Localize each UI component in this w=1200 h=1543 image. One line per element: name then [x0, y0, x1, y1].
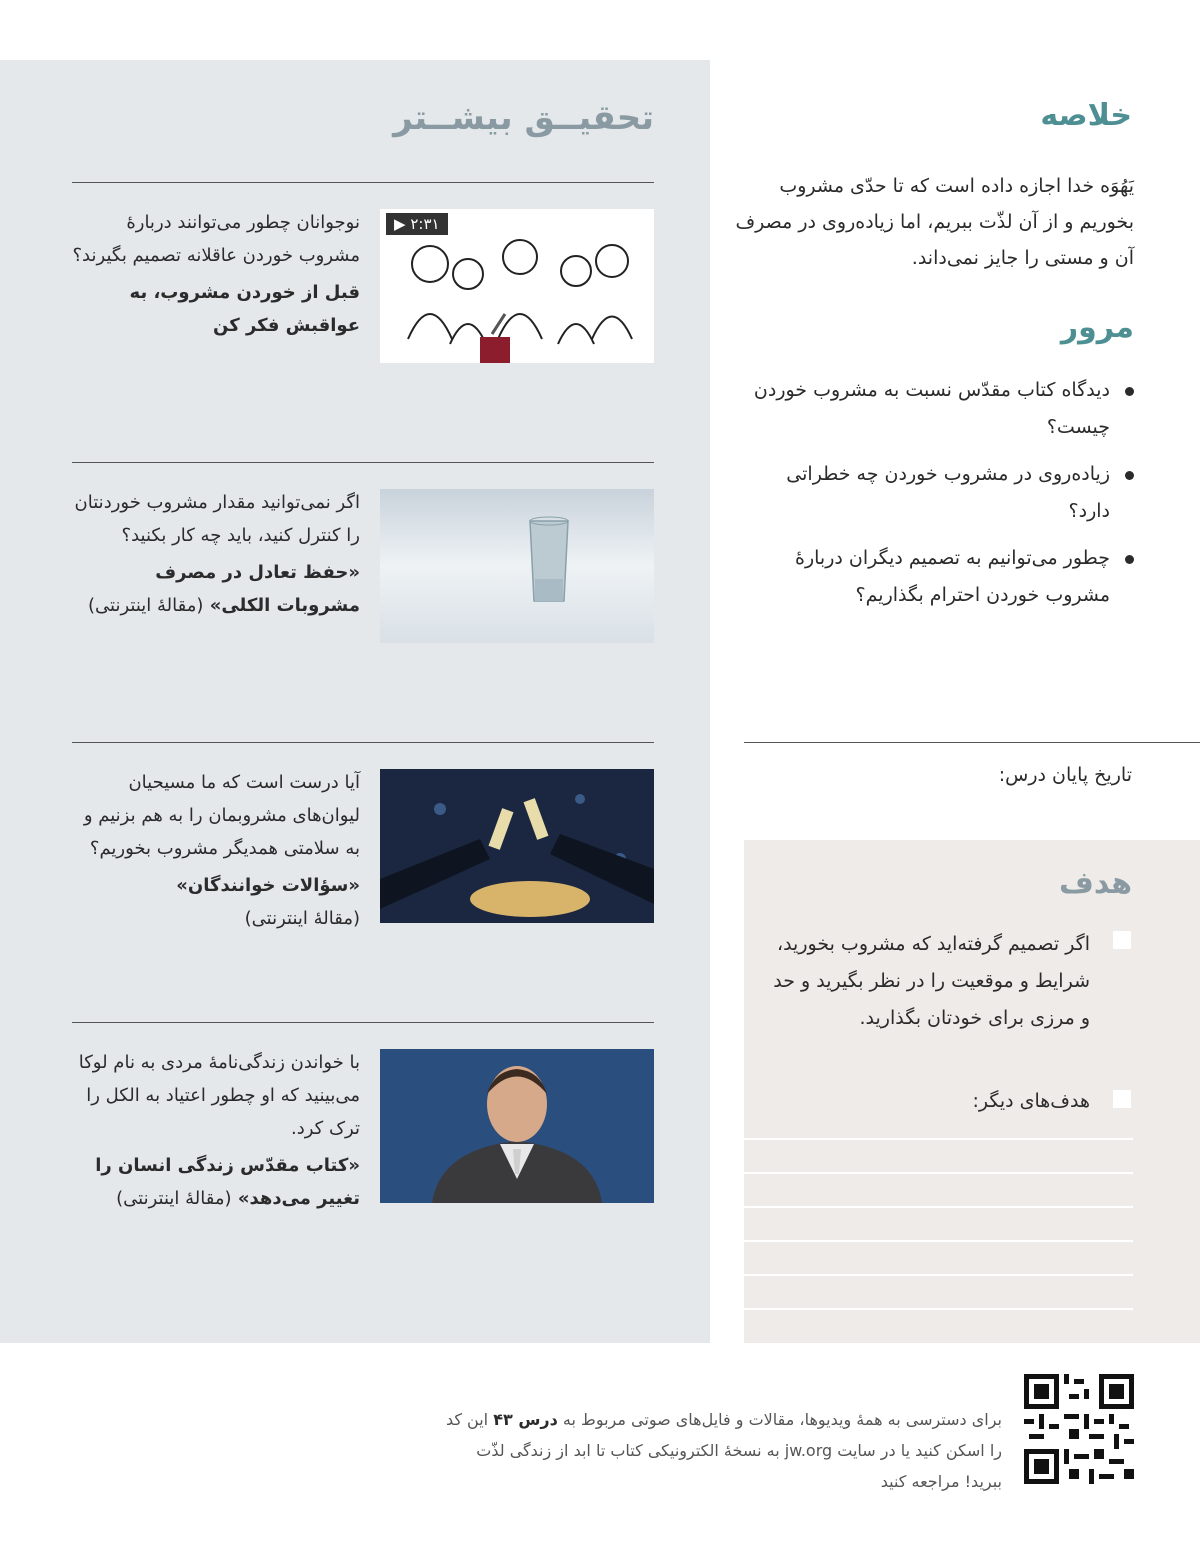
article-source: (مقالهٔ اینترنتی) [88, 595, 204, 616]
research-item [70, 486, 360, 622]
writing-line[interactable] [744, 1206, 1133, 1208]
review-list [750, 372, 1110, 624]
writing-line[interactable] [744, 1240, 1133, 1242]
review-question: زیاده‌روی در مشروب خوردن چه خطراتی دارد؟ [750, 456, 1110, 530]
goal-title: هدف [1059, 866, 1132, 901]
article-title[interactable]: «کتاب مقدّس زندگی انسان را تغییر می‌دهد» [95, 1155, 360, 1209]
writing-line[interactable] [744, 1274, 1133, 1276]
goal-checkbox[interactable] [1113, 931, 1131, 949]
man-portrait-photo[interactable] [380, 1049, 654, 1203]
research-link-title[interactable] [70, 1149, 360, 1215]
article-title[interactable]: «حفظ تعادل در مصرف مشروبات الکلی» [155, 562, 360, 616]
article-source: (مقالهٔ اینترنتی) [116, 1188, 232, 1209]
play-icon: ▶ [394, 215, 406, 233]
further-research-title: تحقیــق بیشــتر [393, 98, 654, 138]
research-question: آیا درست است که ما مسیحیان لیوان‌های مشروبمان را به هم بزنیم و به سلامتی همدیگر مشروب بخوریم؟ [83, 772, 360, 859]
research-link-title[interactable] [70, 556, 360, 622]
writing-line[interactable] [744, 1138, 1133, 1140]
completion-date-label: تاریخ پایان درس: [998, 764, 1132, 786]
divider [72, 742, 654, 743]
review-title: مرور [1060, 310, 1134, 345]
article-title[interactable]: «سؤالات خوانندگان» [176, 875, 360, 896]
summary-text: یَهُوَه خدا اجازه داده است که تا حدّی مشروب بخوریم و از آن لذّت ببریم، اما زیاده‌روی در مصرف آن و مستی را جایز نمی‌داند. [735, 175, 1134, 269]
divider [72, 182, 654, 183]
video-duration-badge [386, 213, 448, 235]
footer-text-after: این کد را اسکن کنید یا در سایت jw.org به نسخهٔ الکترونیکی کتاب تا ابد از زندگی لذّت ببرید! مراجعه کنید [445, 1410, 1002, 1491]
divider [744, 742, 1200, 743]
footer-note [442, 1404, 1002, 1497]
writing-line[interactable] [744, 1308, 1133, 1310]
article-source: (مقالهٔ اینترنتی) [244, 908, 360, 929]
research-question: نوجوانان چطور می‌توانند دربارهٔ مشروب خوردن عاقلانه تصمیم بگیرند؟ [72, 212, 360, 266]
research-item [70, 206, 360, 342]
video-thumbnail[interactable] [380, 209, 654, 363]
summary-title: خلاصه [1040, 98, 1132, 133]
toast-image [380, 769, 654, 923]
research-link-title[interactable] [70, 869, 360, 935]
research-item [70, 1046, 360, 1215]
review-question: چطور می‌توانیم به تصمیم دیگران دربارهٔ مشروب خوردن احترام بگذاریم؟ [750, 540, 1110, 614]
video-duration: ۲:۳۱ [410, 215, 440, 233]
qr-code-icon [1024, 1374, 1134, 1484]
portrait-image [380, 1049, 654, 1203]
goal-text: اگر تصمیم گرفته‌اید که مشروب بخورید، شرایط و موقعیت را در نظر بگیرید و حد و مرزی برای خودتان بگذارید. [773, 933, 1090, 1029]
divider [72, 1022, 654, 1023]
glass-image [380, 489, 654, 643]
research-question: اگر نمی‌توانید مقدار مشروب خوردنتان را کنترل کنید، باید چه کار بکنید؟ [74, 492, 360, 546]
footer-text-before: برای دسترسی به همهٔ ویدیوها، مقالات و فایل‌های صوتی مربوط به [562, 1410, 1002, 1429]
writing-line[interactable] [744, 1172, 1133, 1174]
champagne-toast-photo[interactable] [380, 769, 654, 923]
research-link-title[interactable]: قبل از خوردن مشروب، به عواقبش فکر کن [129, 282, 360, 336]
lesson-number: درس ۴۳ [493, 1410, 558, 1429]
other-goals-checkbox[interactable] [1113, 1090, 1131, 1108]
research-item [70, 766, 360, 935]
research-question: با خواندن زندگی‌نامهٔ مردی به نام لوکا می‌بینید که او چطور اعتیاد به الکل را ترک کرد. [78, 1052, 360, 1139]
other-goals-label: هدف‌های دیگر: [972, 1090, 1090, 1112]
review-question: دیدگاه کتاب مقدّس نسبت به مشروب خوردن چیست؟ [750, 372, 1110, 446]
divider [72, 462, 654, 463]
empty-glass-photo[interactable] [380, 489, 654, 643]
qr-code[interactable] [1024, 1374, 1134, 1484]
